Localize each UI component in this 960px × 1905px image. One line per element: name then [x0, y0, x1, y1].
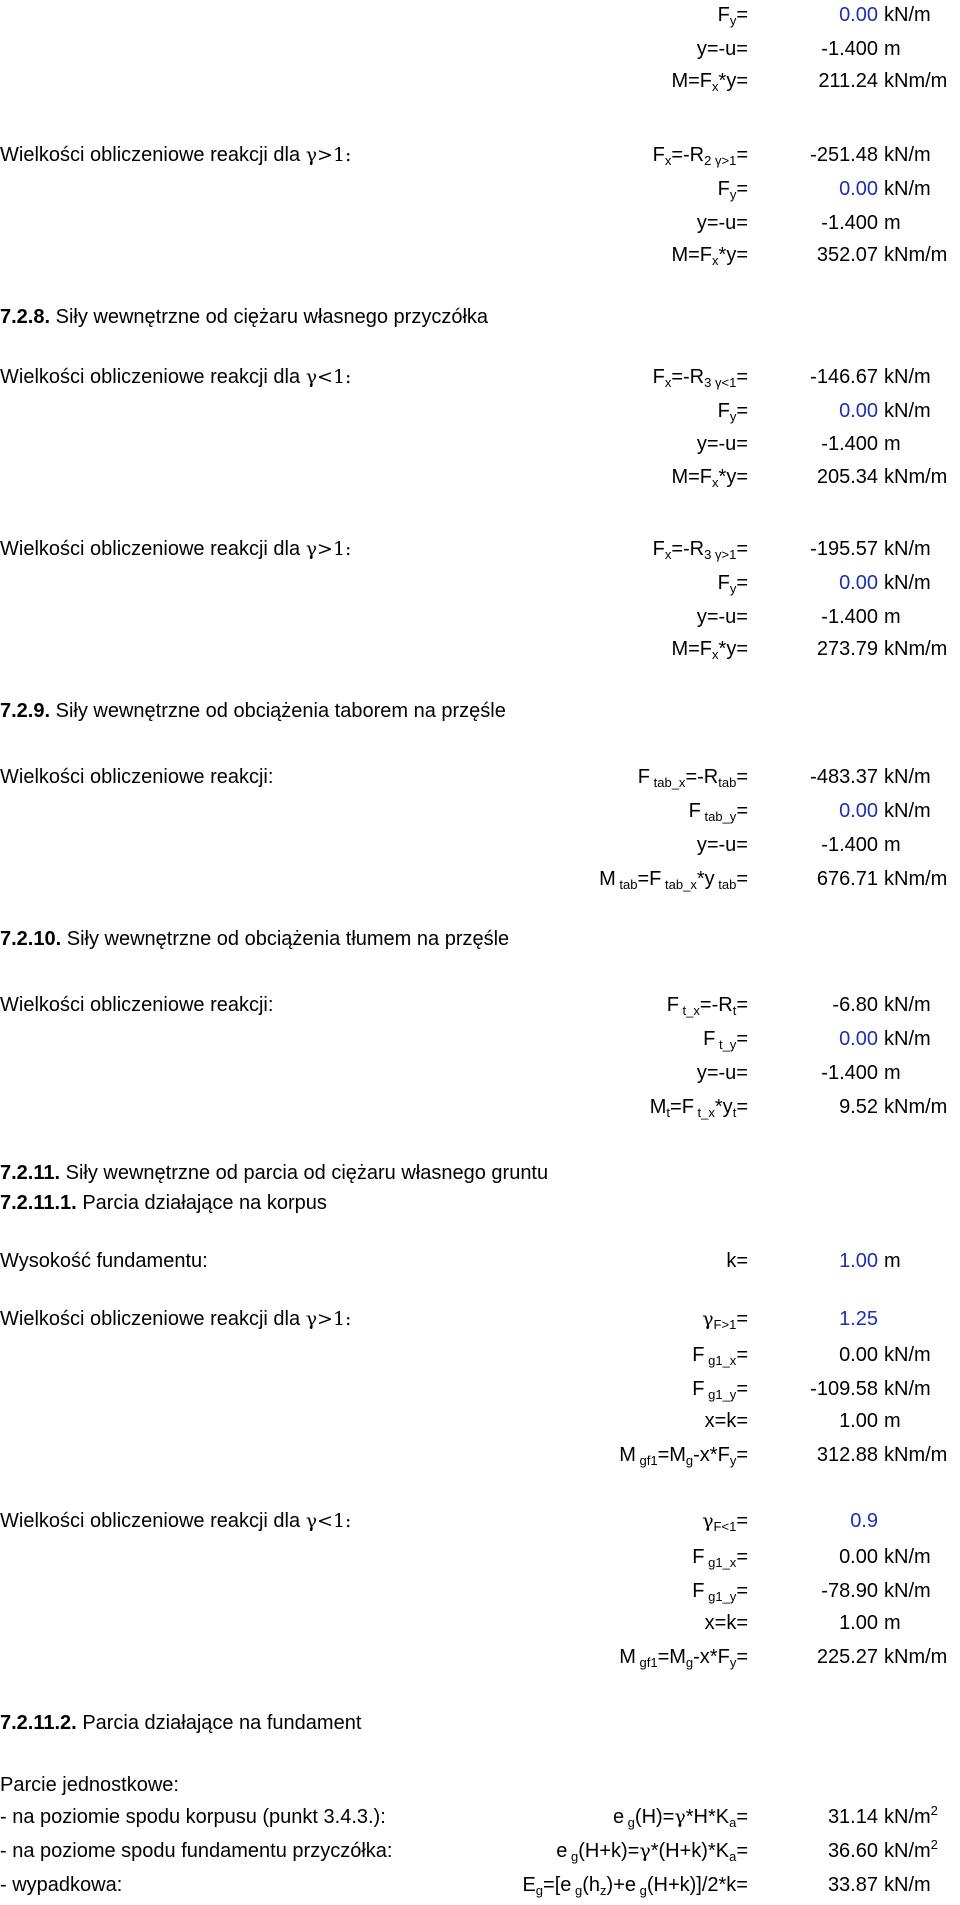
value: -1.400 — [821, 1062, 878, 1084]
row-m — [0, 1096, 960, 1124]
e3-label: - wypadkowa: — [0, 1874, 123, 1896]
value: 0.9 — [850, 1510, 878, 1532]
reaction-label: Wielkości obliczeniowe reakcji dla γ>1: — [0, 538, 352, 560]
formula-y: y=-u= — [696, 1062, 748, 1084]
subsection-heading: 7.2.11.1. Parcia działające na korpus — [0, 1192, 327, 1214]
formula-fx: F $_{t\_x}=-R_t=$ — [666, 994, 748, 1018]
unit: kNm/m — [884, 466, 948, 488]
section-heading: 7.2.11. Siły wewnętrzne od parcia od ciężaru własnego gruntu — [0, 1162, 549, 1184]
formula-fx: F $_{tab\_x}=-R_{tab}=$ — [637, 766, 748, 790]
row-y — [0, 1062, 960, 1090]
foundation-label: Wysokość fundamentu: — [0, 1250, 208, 1272]
unit: m — [884, 606, 901, 628]
unit: m — [884, 1250, 901, 1272]
row-m — [0, 70, 960, 98]
row-fy — [0, 4, 960, 32]
value: -195.57 — [810, 538, 878, 560]
formula-y: y=-u= — [696, 606, 748, 628]
value: -109.58 — [810, 1378, 878, 1400]
formula-fy: $F_y=$ — [717, 400, 748, 424]
value: 9.52 — [839, 1096, 878, 1118]
value: -483.37 — [810, 766, 878, 788]
unit: kN/m — [884, 400, 931, 422]
reaction-label: Wielkości obliczeniowe reakcji: — [0, 994, 274, 1016]
row-fy — [0, 1028, 960, 1056]
value: 0.00 — [839, 178, 878, 200]
unit: kN/m — [884, 1874, 931, 1896]
reaction-label: Wielkości obliczeniowe reakcji dla γ<1: — [0, 1510, 352, 1532]
formula-gamma: $\gamma_{F<1}=$ — [702, 1510, 748, 1534]
value: -251.48 — [810, 144, 878, 166]
unit: kNm/m — [884, 70, 948, 92]
value: 312.88 — [816, 1444, 878, 1466]
row-fgx — [0, 1546, 960, 1574]
value: 273.79 — [816, 638, 878, 660]
value: 1.00 — [839, 1250, 878, 1272]
row-fgy — [0, 1378, 960, 1406]
value: 0.00 — [839, 400, 878, 422]
formula-fgx: F $_{g1\_x}$= — [692, 1546, 748, 1570]
formula-y: y=-u= — [696, 38, 748, 60]
row-y — [0, 212, 960, 240]
e2-label: - na poziome spodu fundamentu przyczółka: — [0, 1840, 393, 1862]
e1-label: - na poziomie spodu korpusu (punkt 3.4.3.): — [0, 1806, 386, 1828]
row-e1 — [0, 1803, 960, 1834]
unit: kNm/m — [884, 1444, 948, 1466]
section-heading: 7.2.8. Siły wewnętrzne od ciężaru własnego przyczółka — [0, 306, 489, 328]
formula-fgx: F $_{g1\_x}$= — [692, 1344, 748, 1368]
reaction-label: Wielkości obliczeniowe reakcji: — [0, 766, 274, 788]
value: -78.90 — [821, 1580, 878, 1602]
value: 0.00 — [839, 1546, 878, 1568]
unit: kN/m — [884, 1580, 931, 1602]
unit: kN/m — [884, 1028, 931, 1050]
formula-m: M $_{tab}$=F $_{tab\_x}$*y $_{tab}$= — [599, 868, 748, 892]
formula-m: $M_t=F$ $_{t\_x}*y_t=$ — [649, 1096, 748, 1120]
value: 33.87 — [827, 1874, 878, 1896]
value: 0.00 — [839, 1028, 878, 1050]
value: 352.07 — [816, 244, 878, 266]
formula-fx: $F_x=-R_{3 \gamma<1}=$ — [652, 366, 748, 390]
unit: m — [884, 212, 901, 234]
row-fy — [0, 800, 960, 828]
value: 211.24 — [818, 70, 878, 92]
section-heading: 7.2.9. Siły wewnętrzne od obciążenia taborem na przęśle — [0, 700, 506, 722]
row-fy — [0, 178, 960, 206]
reaction-label: Wielkości obliczeniowe reakcji dla γ<1: — [0, 366, 352, 388]
unit: kN/m — [884, 1546, 931, 1568]
value: 0.00 — [839, 572, 878, 594]
unit: kNm/m — [884, 244, 948, 266]
row-fx — [0, 994, 960, 1022]
formula-m: $M=F_x*y=$ — [671, 466, 748, 490]
row-fx — [0, 144, 960, 172]
row-fx — [0, 766, 960, 794]
formula-m: M $_{gf1}=M_g-x*F_y=$ — [619, 1444, 748, 1468]
row-m — [0, 1646, 960, 1674]
subsection-heading: 7.2.11.2. Parcia działające na fundament — [0, 1712, 362, 1734]
row-fy — [0, 572, 960, 600]
unit-pressure-label: Parcie jednostkowe: — [0, 1774, 179, 1796]
formula-m: $M=F_x*y=$ — [671, 638, 748, 662]
formula-y: y=-u= — [696, 834, 748, 856]
unit: kN/m — [884, 4, 931, 26]
row-e2 — [0, 1837, 960, 1868]
value: 1.00 — [839, 1410, 878, 1432]
formula-e3: $E_g=[e$ $_g(h_z)+e$ $_g$(H+k)]/2*k= — [522, 1874, 748, 1898]
unit: kN/m — [884, 800, 931, 822]
formula-fgy: F $_{g1\_y}$= — [692, 1580, 748, 1604]
row-m — [0, 868, 960, 896]
formula-fy: $F_y=$ — [717, 572, 748, 596]
formula-fgy: F $_{g1\_y}$= — [692, 1378, 748, 1402]
formula-m: $M=F_x*y=$ — [671, 244, 748, 268]
row-x — [0, 1410, 960, 1438]
reaction-label: Wielkości obliczeniowe reakcji dla γ>1: — [0, 1308, 352, 1330]
unit: kNm/m — [884, 638, 948, 660]
formula-m: $M=F_x*y=$ — [671, 70, 748, 94]
row-m — [0, 1444, 960, 1472]
row-fx — [0, 538, 960, 566]
row-foundation-height — [0, 1250, 960, 1278]
row-fgx — [0, 1344, 960, 1372]
value: 205.34 — [816, 466, 878, 488]
formula-y: y=-u= — [696, 212, 748, 234]
unit: m — [884, 38, 901, 60]
unit: m — [884, 1410, 901, 1432]
row-fy — [0, 400, 960, 428]
unit: kN/m — [884, 994, 931, 1016]
value: -1.400 — [821, 606, 878, 628]
formula-y: y=-u= — [696, 433, 748, 455]
unit: kNm/m — [884, 868, 948, 890]
row-y — [0, 433, 960, 461]
row-y — [0, 834, 960, 862]
value: 0.00 — [839, 1344, 878, 1366]
unit: kN/m — [884, 366, 931, 388]
value: -6.80 — [832, 994, 878, 1016]
unit: kN/m — [884, 572, 931, 594]
unit: $kN/m^2$ — [884, 1837, 938, 1862]
row-y — [0, 606, 960, 634]
row-fgy — [0, 1580, 960, 1608]
unit: kN/m — [884, 178, 931, 200]
row-e3 — [0, 1874, 960, 1902]
formula-fy: $F_y=$ — [717, 178, 748, 202]
formula-fy: F $_{tab\_y}$= — [688, 800, 748, 824]
formula-k: k= — [726, 1250, 748, 1272]
row-m — [0, 466, 960, 494]
row-m — [0, 244, 960, 272]
formula-gamma: $\gamma_{F>1}=$ — [702, 1308, 748, 1332]
unit: m — [884, 1062, 901, 1084]
unit: kNm/m — [884, 1096, 948, 1118]
formula-x: x=k= — [704, 1612, 748, 1634]
value: -146.67 — [810, 366, 878, 388]
formula-fx: $F_x=-R_{2 \gamma>1}=$ — [652, 144, 748, 168]
value: 1.25 — [839, 1308, 878, 1330]
formula-m: M $_{gf1}=M_g-x*F_y=$ — [619, 1646, 748, 1670]
value: 676.71 — [816, 868, 878, 890]
value: 1.00 — [839, 1612, 878, 1634]
value: -1.400 — [821, 212, 878, 234]
value: -1.400 — [821, 433, 878, 455]
formula-x: x=k= — [704, 1410, 748, 1432]
row-x — [0, 1612, 960, 1640]
value: 225.27 — [816, 1646, 878, 1668]
row-m — [0, 638, 960, 666]
value: 0.00 — [839, 4, 878, 26]
unit: m — [884, 834, 901, 856]
formula-e1: e $_g(H)=\gamma*H*K_a=$ — [612, 1806, 748, 1830]
unit: m — [884, 433, 901, 455]
unit: $kN/m^2$ — [884, 1803, 938, 1828]
row-gamma — [0, 1308, 960, 1336]
unit: kN/m — [884, 766, 931, 788]
row-fx — [0, 366, 960, 394]
unit: kN/m — [884, 144, 931, 166]
value: 36.60 — [827, 1840, 878, 1862]
formula-fx: $F_x=-R_{3 \gamma>1}=$ — [652, 538, 748, 562]
row-y — [0, 38, 960, 66]
unit: kN/m — [884, 538, 931, 560]
row-gamma — [0, 1510, 960, 1538]
formula-fy: $F_y=$ — [717, 4, 748, 28]
value: 0.00 — [839, 800, 878, 822]
value: 31.14 — [827, 1806, 878, 1828]
unit: m — [884, 1612, 901, 1634]
value: -1.400 — [821, 834, 878, 856]
unit: kN/m — [884, 1378, 931, 1400]
value: -1.400 — [821, 38, 878, 60]
formula-fy: F $_{t\_y}$= — [703, 1028, 748, 1052]
reaction-label: Wielkości obliczeniowe reakcji dla γ>1: — [0, 144, 352, 166]
formula-e2: e $_g(H+k)=\gamma*(H+k)*K_a=$ — [556, 1840, 748, 1864]
section-heading: 7.2.10. Siły wewnętrzne od obciążenia tłumem na przęśle — [0, 928, 510, 950]
unit: kN/m — [884, 1344, 931, 1366]
unit: kNm/m — [884, 1646, 948, 1668]
